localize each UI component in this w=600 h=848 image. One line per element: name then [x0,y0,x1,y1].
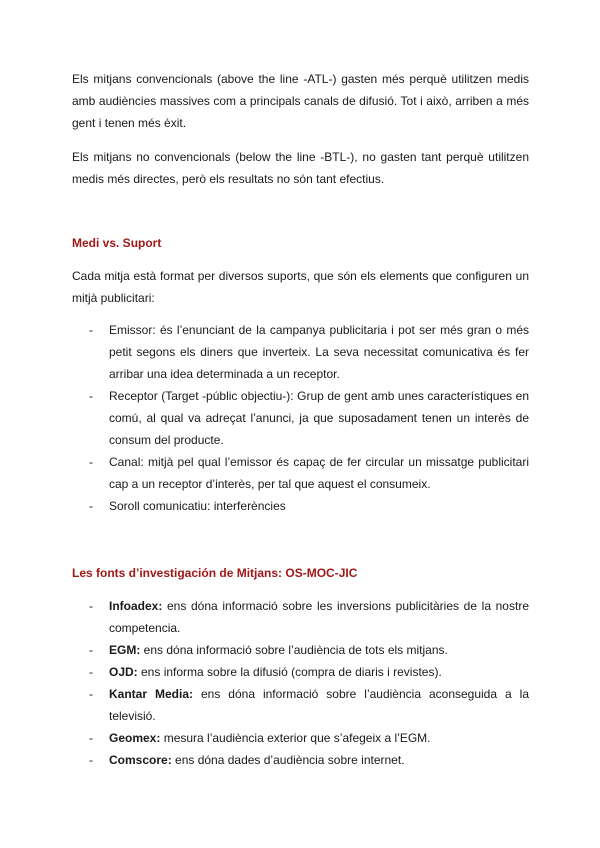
list-item-term: EGM: [109,643,141,657]
list-dash: - [89,731,93,745]
list-dash: - [89,643,93,657]
list-item-kantar-media [72,683,529,727]
list-item-text: ens dóna informació sobre l’audiència de tots els mitjans. [140,643,448,657]
list-item-ojd [72,661,529,683]
list-item-text: ens informa sobre la difusió (compra de diaris i revistes). [137,665,442,679]
list-item-geomex [72,727,529,749]
list-item-text: mesura l’audiència exterior que s’afegeix a l’EGM. [160,731,431,745]
list-item-receptor [72,385,529,451]
list-item-comscore [72,749,529,771]
list-item-term: OJD: [109,665,138,679]
list-item-term: Geomex: [109,731,161,745]
list-dash: - [89,323,93,337]
list-item-egm [72,639,529,661]
list-item-infoadex [72,595,529,639]
list-item-term: Kantar Media: [109,687,193,701]
list-dash: - [89,687,93,701]
intro-paragraph-atl: Els mitjans convencionals (above the line -ATL-) gasten més perquè utilitzen medis amb audiències massives com a principals canals de difusió. Tot i això, arriben a més gent i tenen més èxit. [72,72,529,130]
list-item-emissor [72,319,529,385]
list-dash: - [89,665,93,679]
section-heading-medi-vs-suport: Medi vs. Suport [72,236,162,250]
list-item-text: Receptor (Target -públic objectiu-): Grup de gent amb unes característiques en comú, al qual va adreçat l’anunci, ja que suposadament tenen un interès de consum del producte. [109,389,529,447]
list-dash: - [89,499,93,513]
list-item-text: ens dóna dades d’audiència sobre internet. [171,753,405,767]
list-item-text: Emissor: és l’enunciant de la campanya publicitaria i pot ser més gran o més petit segons els diners que inverteix. La seva necessitat comunicativa és fer arribar una idea determinada a un receptor. [109,323,529,381]
list-dash: - [89,455,93,469]
intro-paragraph-btl: Els mitjans no convencionals (below the line -BTL-), no gasten tant perquè utilitzen medis més directes, però els resultats no són tant efectius. [72,150,529,186]
list-dash: - [89,599,93,613]
list-dash: - [89,389,93,403]
list-item-text: Soroll comunicatiu: interferències [109,499,286,513]
section2-list [72,595,529,771]
list-item-text: ens dóna informació sobre l’audiència aconseguida a la televisió. [109,687,529,723]
list-item-text: ens dóna informació sobre les inversions publicitàries de la nostre competencia. [109,599,529,635]
list-item-text: Canal: mitjà pel qual l’emissor és capaç de fer circular un missatge publicitari cap a un receptor d’interès, per tal que aquest el consumeix. [109,455,529,491]
list-item-term: Infoadex: [109,599,163,613]
section1-list [72,319,529,517]
list-dash: - [89,753,93,767]
list-item-term: Comscore: [109,753,172,767]
list-item-canal [72,451,529,495]
list-item-soroll [72,495,529,517]
section-heading-fonts-investigacio: Les fonts d’investigación de Mitjans: OS-MOC-JIC [72,566,358,580]
section1-paragraph: Cada mitja està format per diversos suports, que són els elements que configuren un mitjà publicitari: [72,269,529,305]
